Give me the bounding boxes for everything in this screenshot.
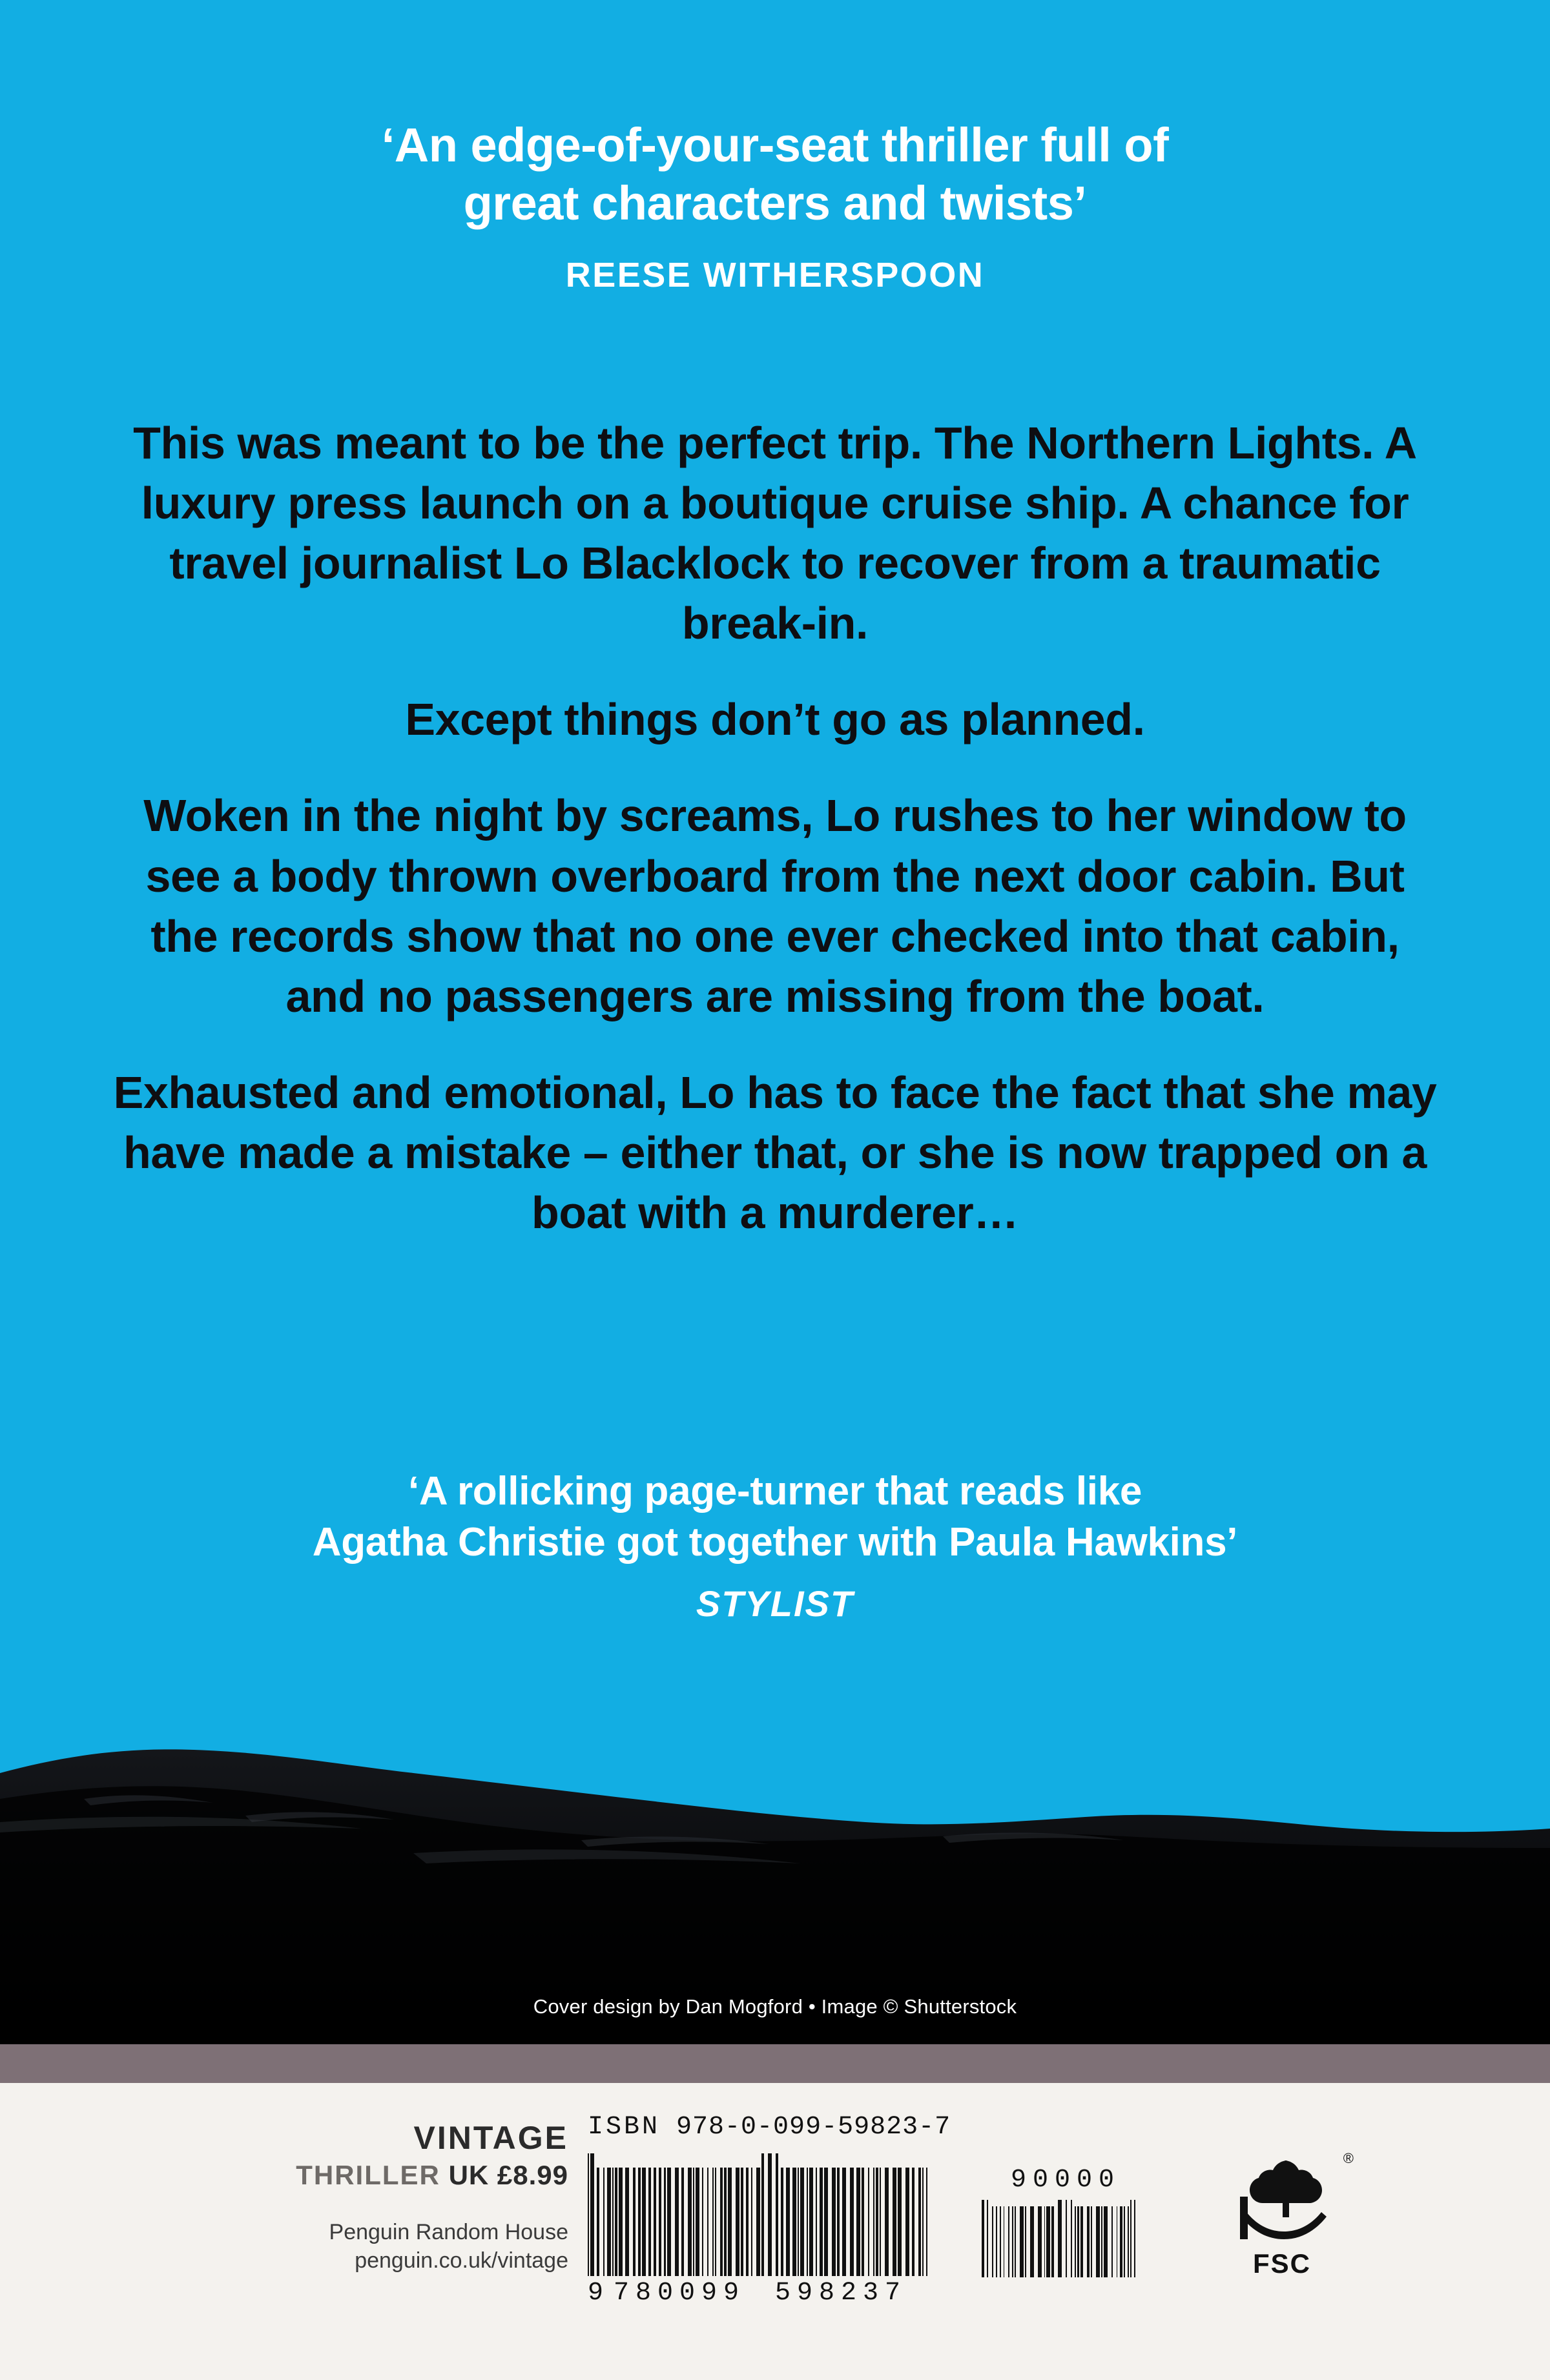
blurb-paragraph-1: This was meant to be the perfect trip. The Northern Lights. A luxury press launch on a boutique cruise ship. A chance for travel journalist Lo Blacklock to recover from a traumatic break-in. xyxy=(133,418,1417,649)
barcode-digits-row xyxy=(588,2279,949,2308)
barcode-lead-digit: 9 xyxy=(588,2279,604,2308)
isbn-label: ISBN xyxy=(588,2113,661,2142)
price-label: UK £8.99 xyxy=(448,2160,568,2190)
bottom-endorsement-attribution: STYLIST xyxy=(696,1583,854,1624)
top-endorsement-attribution: REESE WITHERSPOON xyxy=(565,255,985,294)
footer-panel xyxy=(0,2083,1550,2380)
isbn-barcode-block xyxy=(588,2113,988,2308)
isbn-number: 978-0-099-59823-7 xyxy=(676,2113,951,2142)
fsc-registered-mark: ® xyxy=(1343,2150,1354,2166)
ean5-addon-barcode xyxy=(982,2200,1137,2277)
bottom-endorsement-line-2: Agatha Christie got together with Paula Hawkins’ xyxy=(312,1520,1238,1565)
barcode-right-digits: 598237 xyxy=(775,2279,907,2308)
bottom-endorsement xyxy=(0,1466,1550,1625)
grey-divider-band xyxy=(0,2044,1550,2083)
landscape-silhouette-image xyxy=(0,1702,1550,2044)
publisher-block xyxy=(245,2218,568,2275)
cover-credit: Cover design by Dan Mogford • Image © Shutterstock xyxy=(533,1995,1017,2018)
fsc-label: FSC xyxy=(1253,2248,1311,2279)
blurb-paragraph-4: Exhausted and emotional, Lo has to face the fact that she may have made a mistake – either that, or she is now trapped on a boat with a murderer… xyxy=(113,1067,1437,1238)
top-endorsement-line-2: great characters and twists’ xyxy=(463,176,1087,231)
category-label: THRILLER xyxy=(296,2160,440,2190)
publisher-name: Penguin Random House xyxy=(329,2220,568,2244)
barcode-addon-block xyxy=(982,2166,1150,2277)
top-endorsement-line-1: ‘An edge-of-your-seat thriller full of xyxy=(381,118,1169,172)
isbn-line xyxy=(588,2113,988,2142)
blurb xyxy=(110,413,1440,1243)
ean13-barcode xyxy=(588,2153,930,2276)
barcode-left-digits: 780099 xyxy=(614,2279,746,2308)
top-endorsement xyxy=(0,116,1550,295)
category-price-row xyxy=(245,2160,568,2191)
fsc-logo xyxy=(1208,2150,1356,2279)
blurb-paragraph-3: Woken in the night by screams, Lo rushes to her window to see a body thrown overboard from the next door cabin. But the records show that no one ever checked into that cabin, and no passengers are missing from the boat. xyxy=(143,790,1407,1021)
imprint-name: VINTAGE xyxy=(413,2120,568,2156)
bottom-endorsement-line-1: ‘A rollicking page-turner that reads like xyxy=(408,1469,1142,1513)
publisher-website[interactable]: penguin.co.uk/vintage xyxy=(355,2248,568,2273)
fsc-tree-icon xyxy=(1208,2150,1356,2247)
imprint-block xyxy=(245,2120,568,2275)
blurb-paragraph-2: Except things don’t go as planned. xyxy=(405,694,1145,745)
barcode-addon-digits: 90000 xyxy=(1010,2166,1121,2195)
